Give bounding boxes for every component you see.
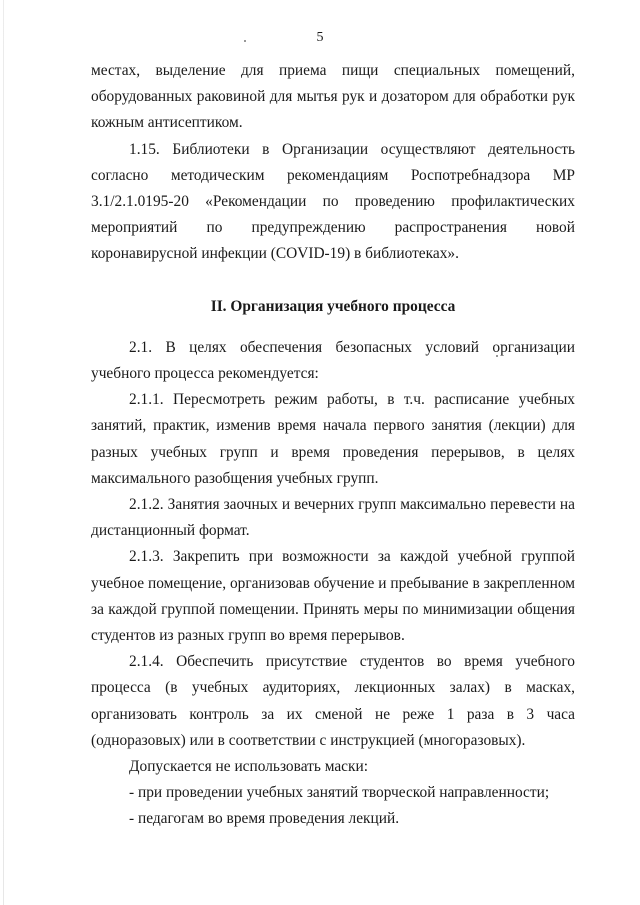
- paragraph-2-1-4: 2.1.4. Обеспечить присутствие студентов во время учебного процесса (в учебных аудиториях, лекционных залах) в масках, организовать контроль за их сменой не реже 1 раза в 3 часа (одноразовых) или в соответствии с инструкцией (многоразовых).: [91, 653, 575, 749]
- paragraph-2-1-3: 2.1.3. Закрепить при возможности за каждой учебной группой учебное помещение, организовав обучение и пребывание в закрепленном за каждой группой помещении. Принять меры по минимизации общения студентов из разных групп во время перерывов.: [91, 548, 575, 645]
- paragraph-2-1: 2.1. В целях обеспечения безопасных условий организации учебного процесса рекомендуется:: [91, 338, 575, 383]
- scan-margin-line: [3, 0, 4, 905]
- page-number: 5: [316, 30, 324, 45]
- paragraph-2-1-2: 2.1.2. Занятия заочных и вечерних групп максимально перевести на дистанционный формат.: [91, 496, 575, 540]
- document-body: [91, 58, 575, 833]
- paragraph-1-15: 1.15. Библиотеки в Организации осуществляют деятельность согласно методическим рекомендациям Роспотребнадзора МР 3.1/2.1.0195-20 «Рекомендации по проведению профилактических мероприятий по предупреждению распространения новой коронавирусной инфекции (COVID-19) в библиотеках».: [91, 140, 575, 263]
- section-title: II. Организация учебного процесса: [210, 297, 456, 315]
- paragraph: местах, выделение для приема пищи специальных помещений, оборудованных раковиной для мытья рук и дозатором для обработки рук кожным антисептиком.: [91, 62, 575, 132]
- paragraph-2-1-1: 2.1.1. Пересмотреть режим работы, в т.ч. расписание учебных занятий, практик, изменив время начала первого занятия (лекции) для разных учебных групп и время проведения перерывов, в целях максимального разобщения учебных групп.: [91, 391, 575, 487]
- list-item: - при проведении учебных занятий творческой направленности;: [129, 784, 550, 802]
- list-item: - педагогам во время проведения лекций.: [129, 810, 400, 828]
- paragraph-masks-intro: Допускается не использовать маски:: [129, 758, 369, 776]
